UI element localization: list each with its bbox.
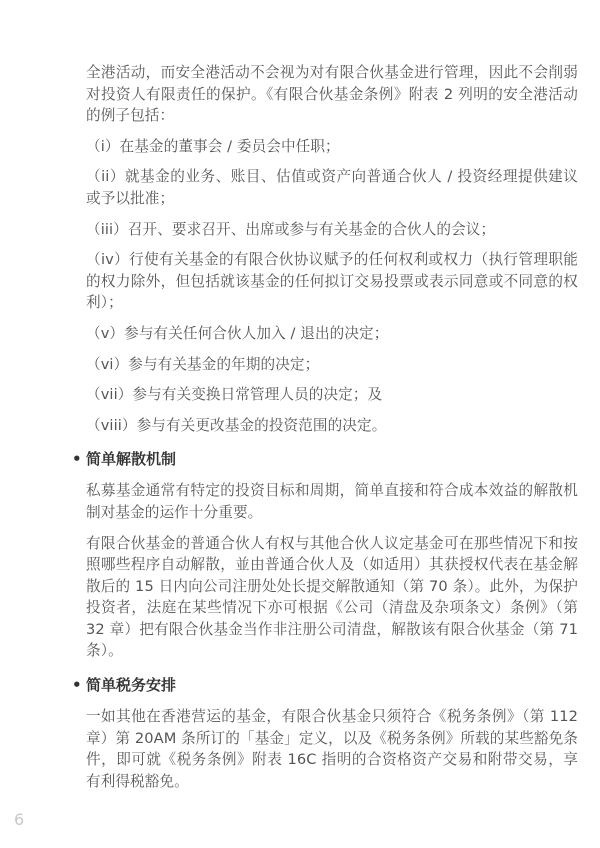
- list-item: （v）参与有关任何合伙人加入 / 退出的决定；: [86, 324, 389, 342]
- intro-paragraph: 全港活动，而安全港活动不会视为对有限合伙基金进行管理，因此不会削弱对投资人有限责任的保护。《有限合伙基金条例》附表 2 列明的安全港活动的例子包括：: [86, 64, 578, 125]
- section-body-dissolution: [86, 480, 578, 662]
- page-number: 6: [14, 810, 25, 829]
- section-heading-dissolution: [72, 448, 578, 470]
- page-content: [72, 62, 578, 802]
- list-item: （vi）参与有关基金的年期的决定；: [86, 355, 320, 373]
- bullet-icon: •: [72, 676, 82, 695]
- section-title: 简单解散机制: [86, 450, 177, 469]
- list-item: （iv）行使有关基金的有限合伙协议赋予的任何权利或权力（执行管理职能的权力除外，但包括就该基金的任何拟订交易投票或表示同意或不同意的权利）；: [86, 251, 578, 312]
- list-item: （viii）参与有关更改基金的投资范围的决定。: [86, 416, 387, 434]
- safe-harbour-list: [86, 136, 578, 437]
- section-body-tax: [86, 706, 578, 792]
- section-heading-tax: [72, 674, 578, 696]
- body-paragraph: 私募基金通常有特定的投资目标和周期，简单直接和符合成本效益的解散机制对基金的运作十分重要。: [86, 482, 578, 521]
- section-title: 简单税务安排: [86, 676, 177, 695]
- list-item: （iii）召开、要求召开、出席或参与有关基金的合伙人的会议；: [86, 220, 496, 238]
- list-item: （i）在基金的董事会 / 委员会中任职；: [86, 137, 340, 155]
- bullet-icon: •: [72, 450, 82, 469]
- body-paragraph: 有限合伙基金的普通合伙人有权与其他合伙人议定基金可在那些情况下和按照哪些程序自动解散，並由普通合伙人及（如适用）其获授权代表在基金解散后的 15 日内向公司注册处处长提交解散通知（第 70 条）。此外，为保护投资者，法庭在某些情况下亦可根据《公司（清盘及杂项条文）条例》（第 32 章）把有限合伙基金当作非注册公司清盘，解散该有限合伙基金（第 71 条）。: [86, 534, 578, 660]
- list-item: （ii）就基金的业务、账目、估值或资产向普通合伙人 / 投资经理提供建议或予以批准；: [86, 168, 578, 207]
- list-item: （vii）参与有关变换日常管理人员的决定；及: [86, 386, 383, 404]
- body-paragraph: 一如其他在香港营运的基金，有限合伙基金只须符合《税务条例》（第 112 章）第 20AM 条所订的「基金」定义，以及《税务条例》所载的某些豁免条件，即可就《税务条例》附表 16C 指明的合资格资产交易和附带交易，享有利得税豁免。: [86, 708, 578, 790]
